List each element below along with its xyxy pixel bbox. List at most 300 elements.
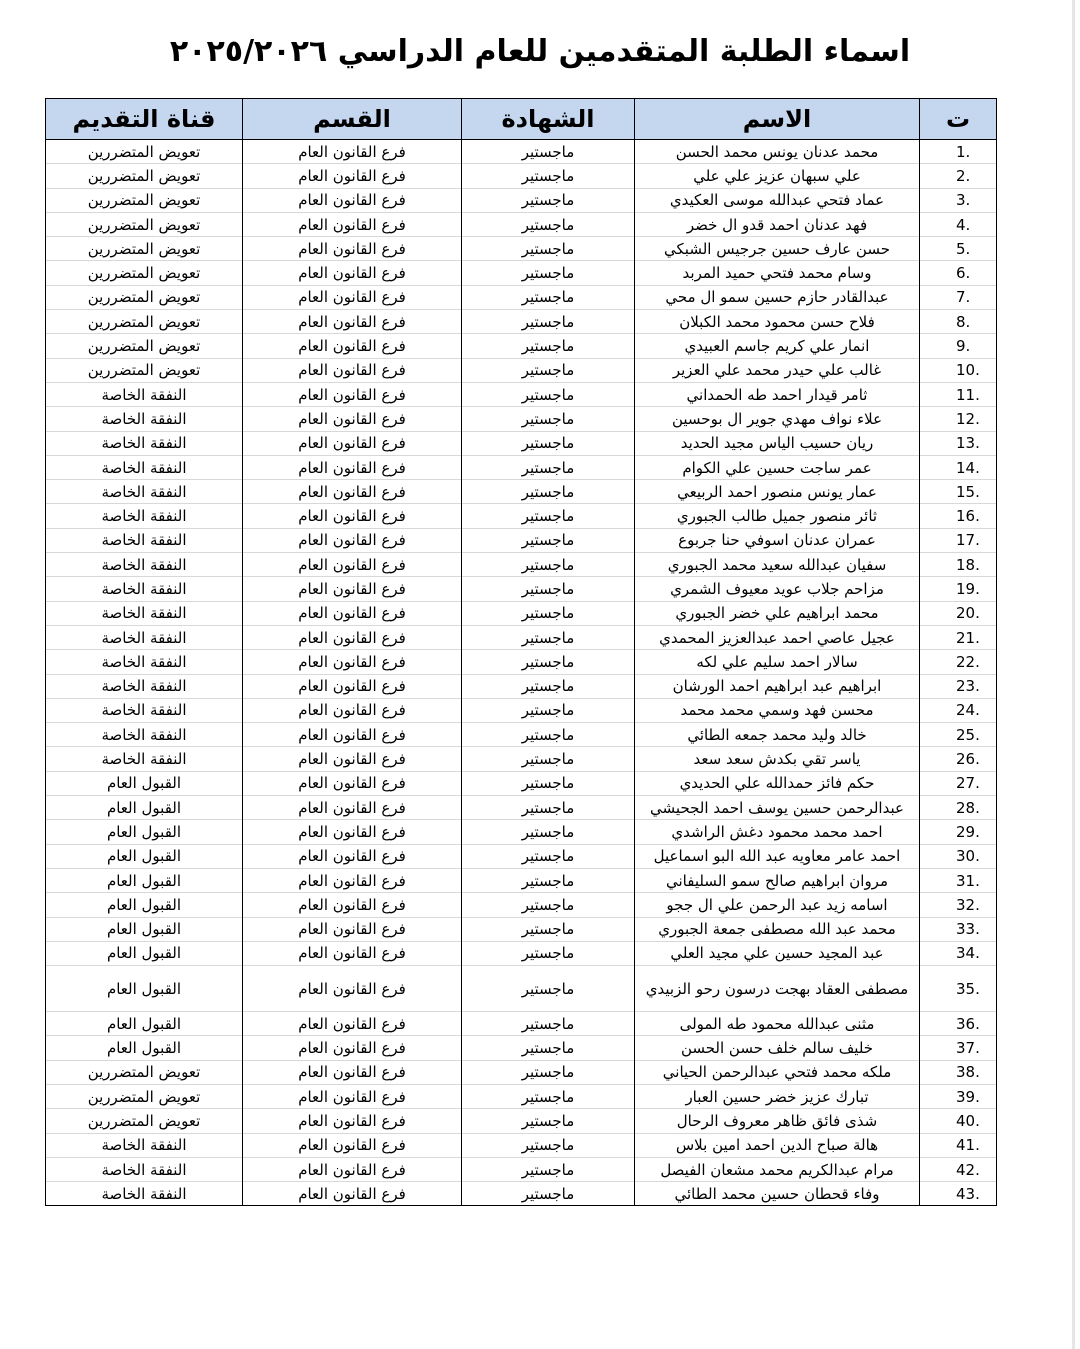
channel-cell: النفقة الخاصة bbox=[46, 480, 243, 504]
table-row bbox=[46, 212, 997, 236]
row-number bbox=[920, 941, 997, 965]
degree-cell: ماجستير bbox=[462, 820, 635, 844]
department-cell: فرع القانون العام bbox=[243, 431, 462, 455]
department-cell: فرع القانون العام bbox=[243, 1157, 462, 1181]
row-number bbox=[920, 261, 997, 285]
degree-cell: ماجستير bbox=[462, 1036, 635, 1060]
table-row bbox=[46, 455, 997, 479]
department-cell: فرع القانون العام bbox=[243, 140, 462, 164]
student-name: ابراهيم عبد ابراهيم احمد الورشان bbox=[635, 674, 920, 698]
row-number bbox=[920, 601, 997, 625]
table-row bbox=[46, 674, 997, 698]
row-number-text: 21. bbox=[956, 628, 980, 647]
student-name: حكم فائز حمدالله علي الحديدي bbox=[635, 771, 920, 795]
row-number bbox=[920, 164, 997, 188]
student-name: محمد ابراهيم علي خضر الجبوري bbox=[635, 601, 920, 625]
student-name: سالار احمد سليم علي لكه bbox=[635, 650, 920, 674]
row-number-text: 6. bbox=[956, 264, 971, 283]
row-number bbox=[920, 771, 997, 795]
channel-cell: القبول العام bbox=[46, 844, 243, 868]
student-name: مروان ابراهيم صالح سمو السليفاني bbox=[635, 868, 920, 892]
row-number-text: 9. bbox=[956, 337, 971, 356]
degree-cell: ماجستير bbox=[462, 747, 635, 771]
table-row bbox=[46, 261, 997, 285]
student-name: فهد عدنان احمد قدو ال خضر bbox=[635, 212, 920, 236]
row-number bbox=[920, 310, 997, 334]
student-name: فلاح حسن محمود محمد الكبلان bbox=[635, 310, 920, 334]
department-cell: فرع القانون العام bbox=[243, 625, 462, 649]
row-number bbox=[920, 1084, 997, 1108]
row-number bbox=[920, 188, 997, 212]
degree-cell: ماجستير bbox=[462, 1084, 635, 1108]
student-name: محمد عدنان يونس محمد الحسن bbox=[635, 140, 920, 164]
degree-cell: ماجستير bbox=[462, 601, 635, 625]
student-name: شذى فائق ظاهر معروف الرحال bbox=[635, 1109, 920, 1133]
department-cell: فرع القانون العام bbox=[243, 820, 462, 844]
row-number-text: 12. bbox=[956, 409, 980, 428]
row-number bbox=[920, 796, 997, 820]
channel-cell: النفقة الخاصة bbox=[46, 528, 243, 552]
row-number-text: 41. bbox=[956, 1136, 980, 1155]
channel-cell: النفقة الخاصة bbox=[46, 674, 243, 698]
channel-cell: النفقة الخاصة bbox=[46, 431, 243, 455]
header-name: الاسم bbox=[635, 99, 920, 140]
student-name: محمد عبد الله مصطفى جمعة الجبوري bbox=[635, 917, 920, 941]
row-number bbox=[920, 553, 997, 577]
row-number bbox=[920, 504, 997, 528]
table-row bbox=[46, 941, 997, 965]
channel-cell: تعويض المتضررين bbox=[46, 237, 243, 261]
department-cell: فرع القانون العام bbox=[243, 334, 462, 358]
table-row bbox=[46, 1036, 997, 1060]
table-row bbox=[46, 868, 997, 892]
channel-cell: تعويض المتضررين bbox=[46, 358, 243, 382]
row-number-text: 31. bbox=[956, 871, 980, 890]
channel-cell: القبول العام bbox=[46, 893, 243, 917]
table-row bbox=[46, 1084, 997, 1108]
degree-cell: ماجستير bbox=[462, 188, 635, 212]
channel-cell: تعويض المتضررين bbox=[46, 1060, 243, 1084]
table-row bbox=[46, 820, 997, 844]
channel-cell: النفقة الخاصة bbox=[46, 601, 243, 625]
student-name: مثنى عبدالله محمود طه المولى bbox=[635, 1012, 920, 1036]
row-number bbox=[920, 747, 997, 771]
row-number bbox=[920, 820, 997, 844]
channel-cell: النفقة الخاصة bbox=[46, 1157, 243, 1181]
table-row bbox=[46, 723, 997, 747]
degree-cell: ماجستير bbox=[462, 1109, 635, 1133]
student-name: انمار علي كريم جاسم العبيدي bbox=[635, 334, 920, 358]
table-row bbox=[46, 601, 997, 625]
degree-cell: ماجستير bbox=[462, 941, 635, 965]
table-row bbox=[46, 771, 997, 795]
table-row bbox=[46, 310, 997, 334]
student-name: خالد وليد محمد جمعه الطائي bbox=[635, 723, 920, 747]
student-name: حسن عارف حسين جرجيس الشبكي bbox=[635, 237, 920, 261]
table-row bbox=[46, 407, 997, 431]
department-cell: فرع القانون العام bbox=[243, 382, 462, 406]
table-row bbox=[46, 431, 997, 455]
channel-cell: تعويض المتضررين bbox=[46, 261, 243, 285]
student-name: علي سبهان عزيز علي علي bbox=[635, 164, 920, 188]
channel-cell: النفقة الخاصة bbox=[46, 407, 243, 431]
department-cell: فرع القانون العام bbox=[243, 164, 462, 188]
degree-cell: ماجستير bbox=[462, 844, 635, 868]
degree-cell: ماجستير bbox=[462, 407, 635, 431]
row-number-text: 36. bbox=[956, 1014, 980, 1033]
channel-cell: النفقة الخاصة bbox=[46, 504, 243, 528]
department-cell: فرع القانون العام bbox=[243, 601, 462, 625]
channel-cell: النفقة الخاصة bbox=[46, 455, 243, 479]
department-cell: فرع القانون العام bbox=[243, 237, 462, 261]
channel-cell: تعويض المتضررين bbox=[46, 1084, 243, 1108]
department-cell: فرع القانون العام bbox=[243, 771, 462, 795]
degree-cell: ماجستير bbox=[462, 723, 635, 747]
department-cell: فرع القانون العام bbox=[243, 358, 462, 382]
student-name: مرام عبدالكريم محمد مشعان الفيصل bbox=[635, 1157, 920, 1181]
row-number-text: 38. bbox=[956, 1063, 980, 1082]
degree-cell: ماجستير bbox=[462, 1133, 635, 1157]
degree-cell: ماجستير bbox=[462, 674, 635, 698]
department-cell: فرع القانون العام bbox=[243, 261, 462, 285]
channel-cell: القبول العام bbox=[46, 1012, 243, 1036]
degree-cell: ماجستير bbox=[462, 966, 635, 1012]
student-name: مصطفى العقاد بهجت درسون رحو الزبيدي bbox=[635, 966, 920, 1012]
row-number-text: 28. bbox=[956, 798, 980, 817]
degree-cell: ماجستير bbox=[462, 164, 635, 188]
row-number-text: 35. bbox=[956, 979, 980, 998]
degree-cell: ماجستير bbox=[462, 528, 635, 552]
student-name: احمد محمد محمود دغش الراشدي bbox=[635, 820, 920, 844]
table-row bbox=[46, 188, 997, 212]
student-name: وفاء قحطان حسين محمد الطائي bbox=[635, 1182, 920, 1206]
table-row bbox=[46, 747, 997, 771]
degree-cell: ماجستير bbox=[462, 1157, 635, 1181]
degree-cell: ماجستير bbox=[462, 650, 635, 674]
channel-cell: النفقة الخاصة bbox=[46, 382, 243, 406]
table-row bbox=[46, 1133, 997, 1157]
student-name: عبدالرحمن حسين يوسف احمد الجحيشي bbox=[635, 796, 920, 820]
channel-cell: تعويض المتضررين bbox=[46, 1109, 243, 1133]
student-name: ياسر تقي بكدش سعد سعد bbox=[635, 747, 920, 771]
row-number-text: 22. bbox=[956, 652, 980, 671]
department-cell: فرع القانون العام bbox=[243, 796, 462, 820]
channel-cell: القبول العام bbox=[46, 966, 243, 1012]
row-number bbox=[920, 455, 997, 479]
department-cell: فرع القانون العام bbox=[243, 1133, 462, 1157]
row-number bbox=[920, 1036, 997, 1060]
channel-cell: تعويض المتضررين bbox=[46, 212, 243, 236]
department-cell: فرع القانون العام bbox=[243, 966, 462, 1012]
table-row bbox=[46, 1012, 997, 1036]
department-cell: فرع القانون العام bbox=[243, 1012, 462, 1036]
department-cell: فرع القانون العام bbox=[243, 698, 462, 722]
table-row bbox=[46, 698, 997, 722]
degree-cell: ماجستير bbox=[462, 310, 635, 334]
row-number bbox=[920, 1157, 997, 1181]
row-number-text: 7. bbox=[956, 288, 971, 307]
row-number bbox=[920, 382, 997, 406]
department-cell: فرع القانون العام bbox=[243, 553, 462, 577]
channel-cell: تعويض المتضررين bbox=[46, 334, 243, 358]
row-number-text: 26. bbox=[956, 750, 980, 769]
degree-cell: ماجستير bbox=[462, 431, 635, 455]
row-number bbox=[920, 358, 997, 382]
row-number bbox=[920, 1012, 997, 1036]
header-degree: الشهادة bbox=[462, 99, 635, 140]
student-name: عمر ساجت حسين علي الكوام bbox=[635, 455, 920, 479]
degree-cell: ماجستير bbox=[462, 504, 635, 528]
header-channel: قناة التقديم bbox=[46, 99, 243, 140]
channel-cell: النفقة الخاصة bbox=[46, 1182, 243, 1206]
degree-cell: ماجستير bbox=[462, 455, 635, 479]
department-cell: فرع القانون العام bbox=[243, 723, 462, 747]
department-cell: فرع القانون العام bbox=[243, 844, 462, 868]
table-row bbox=[46, 844, 997, 868]
table-row bbox=[46, 1182, 997, 1206]
department-cell: فرع القانون العام bbox=[243, 504, 462, 528]
student-name: خليف سالم خلف حسن الحسن bbox=[635, 1036, 920, 1060]
degree-cell: ماجستير bbox=[462, 382, 635, 406]
student-name: علاء نواف مهدي جوير ال بوحسين bbox=[635, 407, 920, 431]
row-number-text: 42. bbox=[956, 1160, 980, 1179]
row-number bbox=[920, 893, 997, 917]
degree-cell: ماجستير bbox=[462, 285, 635, 309]
row-number-text: 14. bbox=[956, 458, 980, 477]
page-title: اسماء الطلبة المتقدمين للعام الدراسي ٢٠٢٥/٢٠٢٦ bbox=[169, 34, 911, 69]
row-number bbox=[920, 334, 997, 358]
student-name: غالب علي حيدر محمد علي العزير bbox=[635, 358, 920, 382]
channel-cell: النفقة الخاصة bbox=[46, 1133, 243, 1157]
table-row bbox=[46, 140, 997, 164]
degree-cell: ماجستير bbox=[462, 796, 635, 820]
degree-cell: ماجستير bbox=[462, 1060, 635, 1084]
channel-cell: النفقة الخاصة bbox=[46, 625, 243, 649]
student-name: عمران عدنان اسوفي حنا جربوع bbox=[635, 528, 920, 552]
row-number-text: 16. bbox=[956, 507, 980, 526]
row-number bbox=[920, 1182, 997, 1206]
table-row bbox=[46, 917, 997, 941]
degree-cell: ماجستير bbox=[462, 868, 635, 892]
table-row bbox=[46, 358, 997, 382]
department-cell: فرع القانون العام bbox=[243, 747, 462, 771]
table-body bbox=[46, 140, 997, 1206]
row-number bbox=[920, 650, 997, 674]
table-row bbox=[46, 1060, 997, 1084]
department-cell: فرع القانون العام bbox=[243, 868, 462, 892]
row-number bbox=[920, 528, 997, 552]
table-row bbox=[46, 893, 997, 917]
table-row bbox=[46, 553, 997, 577]
row-number-text: 10. bbox=[956, 361, 980, 380]
channel-cell: النفقة الخاصة bbox=[46, 650, 243, 674]
channel-cell: القبول العام bbox=[46, 796, 243, 820]
row-number-text: 30. bbox=[956, 847, 980, 866]
row-number-text: 34. bbox=[956, 944, 980, 963]
row-number-text: 43. bbox=[956, 1184, 980, 1203]
channel-cell: القبول العام bbox=[46, 941, 243, 965]
row-number bbox=[920, 140, 997, 164]
student-name: عبدالقادر حازم حسين سمو ال محي bbox=[635, 285, 920, 309]
row-number-text: 11. bbox=[956, 385, 980, 404]
row-number bbox=[920, 431, 997, 455]
row-number-text: 15. bbox=[956, 482, 980, 501]
row-number-text: 19. bbox=[956, 579, 980, 598]
row-number-text: 25. bbox=[956, 725, 980, 744]
row-number bbox=[920, 868, 997, 892]
degree-cell: ماجستير bbox=[462, 553, 635, 577]
degree-cell: ماجستير bbox=[462, 1012, 635, 1036]
table-row bbox=[46, 1109, 997, 1133]
channel-cell: النفقة الخاصة bbox=[46, 723, 243, 747]
row-number bbox=[920, 674, 997, 698]
department-cell: فرع القانون العام bbox=[243, 407, 462, 431]
table-row bbox=[46, 625, 997, 649]
student-name: عماد فتحي عبدالله موسى العكيدي bbox=[635, 188, 920, 212]
degree-cell: ماجستير bbox=[462, 1182, 635, 1206]
department-cell: فرع القانون العام bbox=[243, 1036, 462, 1060]
student-name: ريان حسيب الياس مجيد الحديد bbox=[635, 431, 920, 455]
row-number-text: 4. bbox=[956, 215, 971, 234]
degree-cell: ماجستير bbox=[462, 237, 635, 261]
department-cell: فرع القانون العام bbox=[243, 893, 462, 917]
student-name: عبد المجيد حسين علي مجيد العلي bbox=[635, 941, 920, 965]
degree-cell: ماجستير bbox=[462, 917, 635, 941]
table-row bbox=[46, 237, 997, 261]
table-row bbox=[46, 334, 997, 358]
channel-cell: القبول العام bbox=[46, 1036, 243, 1060]
row-number bbox=[920, 237, 997, 261]
channel-cell: القبول العام bbox=[46, 917, 243, 941]
row-number-text: 20. bbox=[956, 604, 980, 623]
degree-cell: ماجستير bbox=[462, 577, 635, 601]
student-name: تبارك عزيز خضر حسين العبار bbox=[635, 1084, 920, 1108]
table-row bbox=[46, 164, 997, 188]
student-name: عمار يونس منصور احمد الربيعي bbox=[635, 480, 920, 504]
department-cell: فرع القانون العام bbox=[243, 285, 462, 309]
channel-cell: تعويض المتضررين bbox=[46, 285, 243, 309]
table-row bbox=[46, 504, 997, 528]
row-number bbox=[920, 577, 997, 601]
degree-cell: ماجستير bbox=[462, 140, 635, 164]
table-header-row bbox=[46, 99, 997, 140]
row-number-text: 40. bbox=[956, 1111, 980, 1130]
row-number bbox=[920, 285, 997, 309]
channel-cell: تعويض المتضررين bbox=[46, 140, 243, 164]
header-department: القسم bbox=[243, 99, 462, 140]
row-number bbox=[920, 723, 997, 747]
row-number-text: 13. bbox=[956, 434, 980, 453]
student-name: ثامر قيدار احمد طه الحمداني bbox=[635, 382, 920, 406]
department-cell: فرع القانون العام bbox=[243, 1060, 462, 1084]
department-cell: فرع القانون العام bbox=[243, 577, 462, 601]
department-cell: فرع القانون العام bbox=[243, 650, 462, 674]
table-row bbox=[46, 577, 997, 601]
degree-cell: ماجستير bbox=[462, 334, 635, 358]
degree-cell: ماجستير bbox=[462, 771, 635, 795]
row-number-text: 39. bbox=[956, 1087, 980, 1106]
row-number bbox=[920, 407, 997, 431]
department-cell: فرع القانون العام bbox=[243, 212, 462, 236]
row-number-text: 37. bbox=[956, 1039, 980, 1058]
row-number bbox=[920, 966, 997, 1012]
department-cell: فرع القانون العام bbox=[243, 528, 462, 552]
channel-cell: تعويض المتضررين bbox=[46, 164, 243, 188]
channel-cell: النفقة الخاصة bbox=[46, 553, 243, 577]
degree-cell: ماجستير bbox=[462, 480, 635, 504]
channel-cell: تعويض المتضررين bbox=[46, 188, 243, 212]
degree-cell: ماجستير bbox=[462, 358, 635, 382]
student-name: محسن فهد وسمي محمد محمد bbox=[635, 698, 920, 722]
row-number-text: 2. bbox=[956, 166, 971, 185]
department-cell: فرع القانون العام bbox=[243, 1182, 462, 1206]
department-cell: فرع القانون العام bbox=[243, 455, 462, 479]
channel-cell: النفقة الخاصة bbox=[46, 577, 243, 601]
row-number-text: 1. bbox=[956, 142, 971, 161]
student-name: هالة صباح الدين احمد امين بلاس bbox=[635, 1133, 920, 1157]
row-number bbox=[920, 480, 997, 504]
student-name: اسامه زيد عبد الرحمن علي ال ججو bbox=[635, 893, 920, 917]
student-name: ملكه محمد فتحي عبدالرحمن الحياني bbox=[635, 1060, 920, 1084]
row-number bbox=[920, 698, 997, 722]
department-cell: فرع القانون العام bbox=[243, 917, 462, 941]
channel-cell: القبول العام bbox=[46, 868, 243, 892]
row-number bbox=[920, 1109, 997, 1133]
table-row bbox=[46, 528, 997, 552]
department-cell: فرع القانون العام bbox=[243, 480, 462, 504]
channel-cell: تعويض المتضررين bbox=[46, 310, 243, 334]
header-num: ت bbox=[920, 99, 997, 140]
student-name: عجيل عاصي احمد عبدالعزيز المحمدي bbox=[635, 625, 920, 649]
row-number-text: 18. bbox=[956, 555, 980, 574]
row-number-text: 32. bbox=[956, 895, 980, 914]
row-number-text: 23. bbox=[956, 677, 980, 696]
table-row bbox=[46, 796, 997, 820]
table-row bbox=[46, 1157, 997, 1181]
row-number bbox=[920, 844, 997, 868]
row-number-text: 3. bbox=[956, 191, 971, 210]
student-name: وسام محمد فتحي حميد المربد bbox=[635, 261, 920, 285]
department-cell: فرع القانون العام bbox=[243, 1109, 462, 1133]
student-name: مزاحم جلاب عويد معيوف الشمري bbox=[635, 577, 920, 601]
row-number bbox=[920, 917, 997, 941]
table-row bbox=[46, 285, 997, 309]
degree-cell: ماجستير bbox=[462, 893, 635, 917]
channel-cell: القبول العام bbox=[46, 820, 243, 844]
channel-cell: النفقة الخاصة bbox=[46, 698, 243, 722]
row-number-text: 33. bbox=[956, 920, 980, 939]
degree-cell: ماجستير bbox=[462, 212, 635, 236]
degree-cell: ماجستير bbox=[462, 625, 635, 649]
row-number bbox=[920, 1060, 997, 1084]
students-table bbox=[45, 98, 997, 1206]
department-cell: فرع القانون العام bbox=[243, 188, 462, 212]
department-cell: فرع القانون العام bbox=[243, 941, 462, 965]
channel-cell: النفقة الخاصة bbox=[46, 747, 243, 771]
row-number bbox=[920, 212, 997, 236]
student-name: احمد عامر معاويه عبد الله البو اسماعيل bbox=[635, 844, 920, 868]
row-number-text: 24. bbox=[956, 701, 980, 720]
row-number bbox=[920, 1133, 997, 1157]
degree-cell: ماجستير bbox=[462, 698, 635, 722]
department-cell: فرع القانون العام bbox=[243, 674, 462, 698]
row-number-text: 27. bbox=[956, 774, 980, 793]
channel-cell: القبول العام bbox=[46, 771, 243, 795]
student-name: ثائر منصور جميل طالب الجبوري bbox=[635, 504, 920, 528]
department-cell: فرع القانون العام bbox=[243, 310, 462, 334]
degree-cell: ماجستير bbox=[462, 261, 635, 285]
table-row bbox=[46, 480, 997, 504]
